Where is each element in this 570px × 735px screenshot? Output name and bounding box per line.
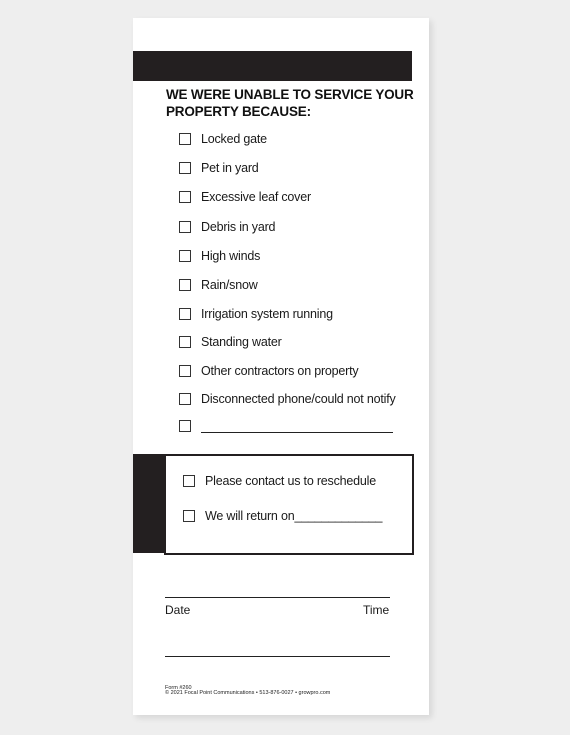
reason-checkbox[interactable] — [179, 336, 191, 348]
reason-item-other — [179, 418, 393, 434]
door-hanger-form — [133, 18, 429, 715]
reason-checkbox[interactable] — [179, 250, 191, 262]
reason-checkbox[interactable] — [179, 393, 191, 405]
signature-line[interactable] — [165, 655, 390, 657]
copyright-line: © 2021 Focal Point Communications • 513-876-0027 • growpro.com — [165, 690, 331, 696]
contact-label: Please contact us to reschedule — [205, 474, 376, 488]
reason-item-rain-snow — [179, 277, 258, 293]
reason-label: Irrigation system running — [201, 307, 333, 321]
reason-label: Debris in yard — [201, 220, 276, 234]
date-time-signature-line[interactable] — [165, 596, 390, 598]
reason-checkbox[interactable] — [179, 279, 191, 291]
other-reason-blank[interactable] — [201, 420, 393, 433]
reason-checkbox[interactable] — [179, 133, 191, 145]
time-label: Time — [363, 603, 390, 617]
action-item-contact — [183, 473, 376, 489]
reason-checkbox[interactable] — [179, 191, 191, 203]
reason-item-excessive-leaf-cover — [179, 189, 311, 205]
header-bar — [133, 51, 412, 81]
reason-item-pet-in-yard — [179, 160, 259, 176]
reason-item-debris-in-yard — [179, 219, 275, 235]
form-number: Form #260 — [165, 685, 192, 691]
reason-label: Rain/snow — [201, 278, 258, 292]
return-checkbox[interactable] — [183, 510, 195, 522]
reason-label: High winds — [201, 249, 261, 263]
reason-checkbox[interactable] — [179, 420, 191, 432]
reason-label: Pet in yard — [201, 161, 259, 175]
reason-checkbox[interactable] — [179, 308, 191, 320]
reason-item-other-contractors — [179, 363, 358, 379]
return-label: We will return on_____________ — [205, 509, 383, 523]
reason-item-irrigation-running — [179, 306, 333, 322]
reason-item-locked-gate — [179, 131, 267, 147]
action-item-return — [183, 508, 382, 524]
reason-label: Locked gate — [201, 132, 267, 146]
form-heading — [166, 86, 414, 120]
reason-item-disconnected-phone — [179, 391, 396, 407]
reason-item-high-winds — [179, 248, 260, 264]
reason-item-standing-water — [179, 334, 282, 350]
heading-line-2: PROPERTY BECAUSE: — [166, 104, 311, 119]
contact-checkbox[interactable] — [183, 475, 195, 487]
reason-checkbox[interactable] — [179, 221, 191, 233]
reason-label: Standing water — [201, 335, 282, 349]
reason-label: Other contractors on property — [201, 364, 359, 378]
reason-label: Excessive leaf cover — [201, 190, 311, 204]
action-box — [164, 454, 414, 555]
reason-label: Disconnected phone/could not notify — [201, 392, 396, 406]
date-label: Date — [165, 603, 191, 617]
reason-checkbox[interactable] — [179, 162, 191, 174]
reason-checkbox[interactable] — [179, 365, 191, 377]
action-sidebar-bar — [133, 454, 165, 553]
heading-line-1: WE WERE UNABLE TO SERVICE YOUR — [166, 87, 414, 102]
